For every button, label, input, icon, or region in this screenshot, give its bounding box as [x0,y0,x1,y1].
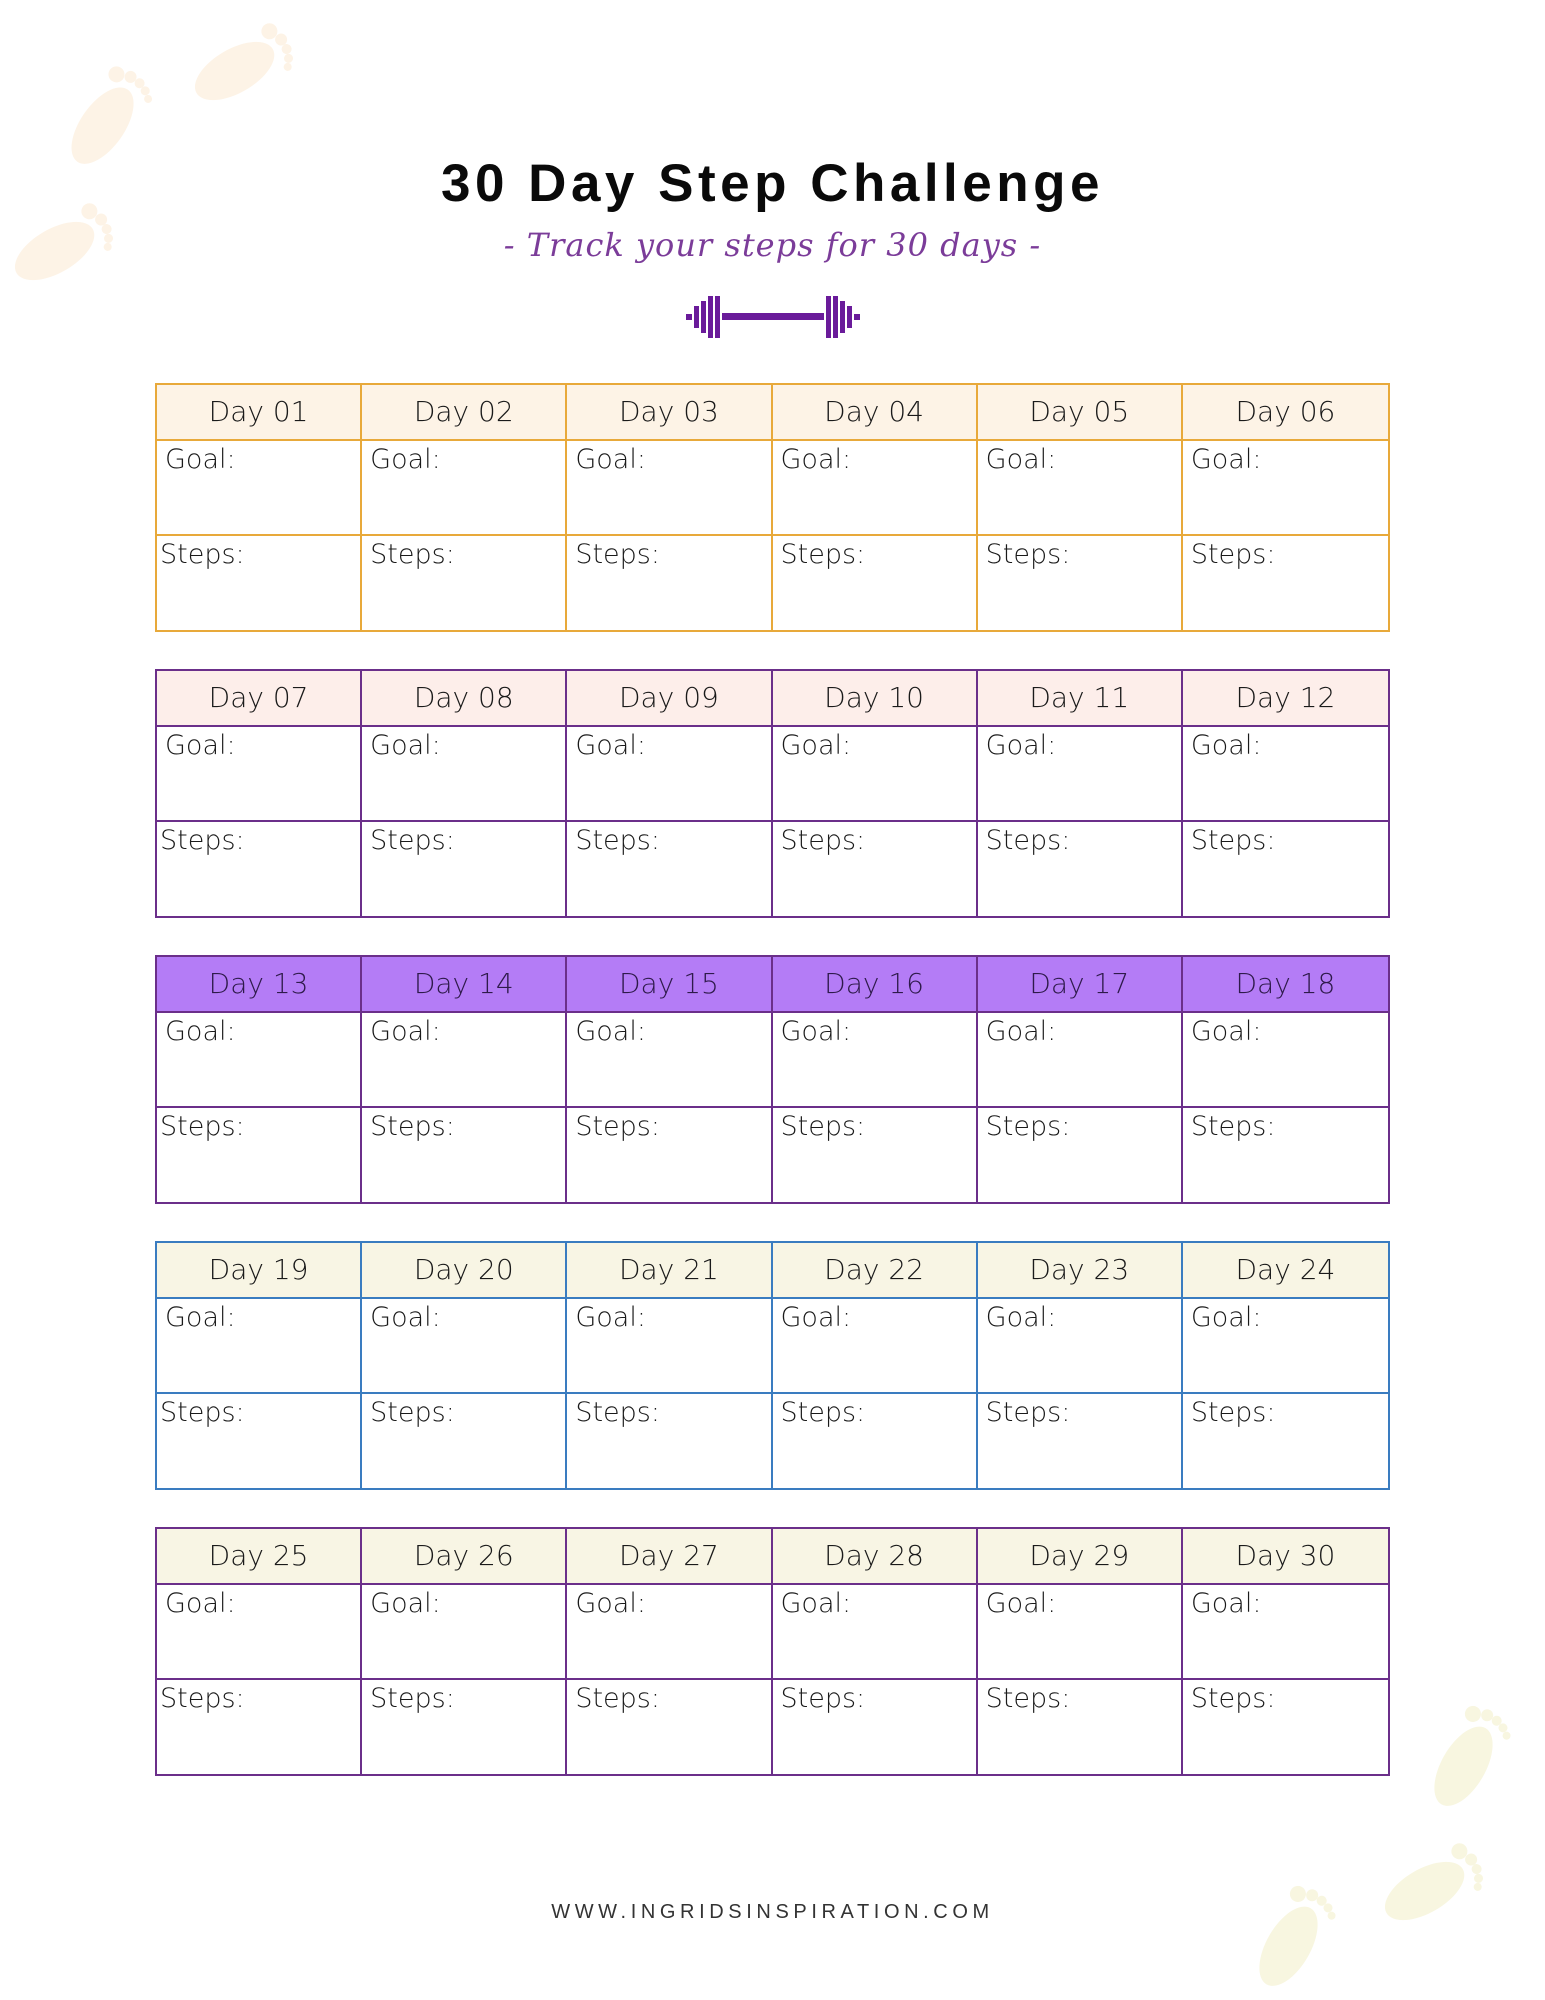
day-header: Day 24 [1183,1243,1388,1299]
dumbbell-icon [686,296,860,338]
steps-label: Steps: [1190,1396,1276,1428]
day-header: Day 06 [1183,385,1388,441]
goal-field[interactable] [978,1585,1183,1680]
day-header: Day 16 [773,957,978,1013]
steps-field[interactable] [1183,536,1388,631]
goal-field[interactable] [157,1585,362,1680]
goal-label: Goal: [575,730,646,761]
goal-label: Goal: [780,444,852,475]
goal-field[interactable] [362,1013,567,1108]
day-header: Day 02 [362,385,567,441]
steps-label: Steps: [160,1682,245,1714]
day-header: Day 08 [362,671,567,727]
steps-label: Steps: [985,824,1071,856]
footprint-icon [180,5,310,125]
steps-label: Steps: [370,1396,455,1428]
week-table [155,955,1390,1204]
goal-field[interactable] [978,441,1183,536]
steps-label: Steps: [575,824,660,856]
steps-field[interactable] [1183,1108,1388,1203]
footprint-icon [1410,1690,1530,1820]
goal-label: Goal: [165,730,236,761]
goal-field[interactable] [773,1013,978,1108]
goal-label: Goal: [985,1588,1057,1619]
day-header: Day 17 [978,957,1183,1013]
goal-field[interactable] [567,1585,772,1680]
week-table [155,669,1390,918]
goal-field[interactable] [1183,1013,1388,1108]
goal-field[interactable] [362,727,567,822]
day-header: Day 11 [978,671,1183,727]
day-header: Day 26 [362,1529,567,1585]
steps-field[interactable] [1183,1680,1388,1775]
goal-label: Goal: [575,444,646,475]
steps-field[interactable] [567,1680,772,1775]
steps-field[interactable] [978,1394,1183,1489]
day-header: Day 04 [773,385,978,441]
day-header: Day 10 [773,671,978,727]
goal-label: Goal: [985,1016,1057,1047]
goal-field[interactable] [1183,1585,1388,1680]
goal-label: Goal: [1190,444,1262,475]
steps-field[interactable] [157,1680,362,1775]
goal-field[interactable] [362,441,567,536]
goal-field[interactable] [978,1299,1183,1394]
week-table [155,1527,1390,1776]
steps-field[interactable] [978,1108,1183,1203]
week-table [155,1241,1390,1490]
steps-label: Steps: [160,1110,245,1142]
steps-label: Steps: [370,824,455,856]
goal-label: Goal: [370,1016,441,1047]
day-header: Day 19 [157,1243,362,1299]
steps-label: Steps: [780,1110,866,1142]
website-footer: WWW.INGRIDSINSPIRATION.COM [551,1901,994,1923]
steps-label: Steps: [575,1396,660,1428]
day-header: Day 18 [1183,957,1388,1013]
goal-field[interactable] [362,1299,567,1394]
goal-field[interactable] [773,1585,978,1680]
steps-label: Steps: [780,824,866,856]
steps-label: Steps: [1190,538,1276,570]
steps-field[interactable] [362,536,567,631]
steps-field[interactable] [567,822,772,917]
steps-label: Steps: [985,1682,1071,1714]
steps-field[interactable] [362,1680,567,1775]
steps-label: Steps: [780,1682,866,1714]
steps-field[interactable] [362,1108,567,1203]
goal-label: Goal: [370,444,441,475]
goal-field[interactable] [362,1585,567,1680]
day-header: Day 23 [978,1243,1183,1299]
day-header: Day 21 [567,1243,772,1299]
goal-field[interactable] [567,441,772,536]
steps-field[interactable] [567,1394,772,1489]
steps-label: Steps: [575,1682,660,1714]
steps-field[interactable] [157,1108,362,1203]
goal-field[interactable] [567,1299,772,1394]
goal-label: Goal: [985,730,1057,761]
goal-label: Goal: [165,1588,236,1619]
steps-field[interactable] [1183,822,1388,917]
week-table [155,383,1390,632]
steps-field[interactable] [773,536,978,631]
steps-field[interactable] [157,822,362,917]
day-header: Day 03 [567,385,772,441]
steps-label: Steps: [575,538,660,570]
steps-label: Steps: [160,1396,245,1428]
goal-field[interactable] [157,1299,362,1394]
goal-field[interactable] [1183,441,1388,536]
page-subtitle: - Track your steps for 30 days - [503,226,1042,264]
steps-label: Steps: [985,1110,1071,1142]
day-header: Day 22 [773,1243,978,1299]
steps-label: Steps: [1190,1110,1276,1142]
goal-label: Goal: [1190,1016,1262,1047]
day-header: Day 20 [362,1243,567,1299]
goal-label: Goal: [575,1302,646,1333]
steps-field[interactable] [567,1108,772,1203]
steps-label: Steps: [575,1110,660,1142]
day-header: Day 05 [978,385,1183,441]
goal-field[interactable] [978,727,1183,822]
day-header: Day 01 [157,385,362,441]
steps-label: Steps: [370,538,455,570]
steps-label: Steps: [160,538,245,570]
goal-field[interactable] [773,441,978,536]
steps-label: Steps: [985,538,1071,570]
goal-label: Goal: [575,1016,646,1047]
steps-label: Steps: [985,1396,1071,1428]
goal-label: Goal: [370,730,441,761]
day-header: Day 29 [978,1529,1183,1585]
steps-label: Steps: [780,1396,866,1428]
goal-field[interactable] [157,441,362,536]
day-header: Day 07 [157,671,362,727]
page-title: 30 Day Step Challenge [441,154,1104,213]
steps-label: Steps: [780,538,866,570]
goal-label: Goal: [165,444,236,475]
goal-label: Goal: [165,1016,236,1047]
steps-label: Steps: [370,1682,455,1714]
steps-field[interactable] [157,1394,362,1489]
footprint-icon [1235,1870,1355,2000]
steps-field[interactable] [978,1680,1183,1775]
steps-field[interactable] [773,1108,978,1203]
steps-field[interactable] [773,822,978,917]
goal-label: Goal: [985,1302,1057,1333]
steps-field[interactable] [1183,1394,1388,1489]
goal-field[interactable] [567,1013,772,1108]
steps-field[interactable] [978,822,1183,917]
goal-label: Goal: [780,1588,852,1619]
goal-field[interactable] [978,1013,1183,1108]
goal-label: Goal: [780,730,852,761]
steps-field[interactable] [157,536,362,631]
goal-label: Goal: [780,1302,852,1333]
goal-label: Goal: [1190,1302,1262,1333]
steps-label: Steps: [160,824,245,856]
goal-field[interactable] [1183,1299,1388,1394]
goal-label: Goal: [575,1588,646,1619]
day-header: Day 09 [567,671,772,727]
day-header: Day 25 [157,1529,362,1585]
steps-label: Steps: [1190,1682,1276,1714]
goal-label: Goal: [370,1302,441,1333]
day-header: Day 28 [773,1529,978,1585]
steps-field[interactable] [567,536,772,631]
goal-label: Goal: [780,1016,852,1047]
goal-field[interactable] [567,727,772,822]
goal-field[interactable] [1183,727,1388,822]
goal-field[interactable] [157,727,362,822]
steps-field[interactable] [773,1680,978,1775]
day-header: Day 30 [1183,1529,1388,1585]
steps-field[interactable] [978,536,1183,631]
day-header: Day 27 [567,1529,772,1585]
goal-label: Goal: [985,444,1057,475]
steps-field[interactable] [773,1394,978,1489]
steps-label: Steps: [1190,824,1276,856]
day-header: Day 12 [1183,671,1388,727]
steps-field[interactable] [362,822,567,917]
day-header: Day 15 [567,957,772,1013]
goal-label: Goal: [1190,730,1262,761]
footprint-icon [1370,1825,1500,1945]
steps-field[interactable] [362,1394,567,1489]
goal-label: Goal: [165,1302,236,1333]
goal-label: Goal: [370,1588,441,1619]
goal-field[interactable] [773,727,978,822]
goal-field[interactable] [157,1013,362,1108]
day-header: Day 14 [362,957,567,1013]
goal-label: Goal: [1190,1588,1262,1619]
day-header: Day 13 [157,957,362,1013]
steps-label: Steps: [370,1110,455,1142]
goal-field[interactable] [773,1299,978,1394]
